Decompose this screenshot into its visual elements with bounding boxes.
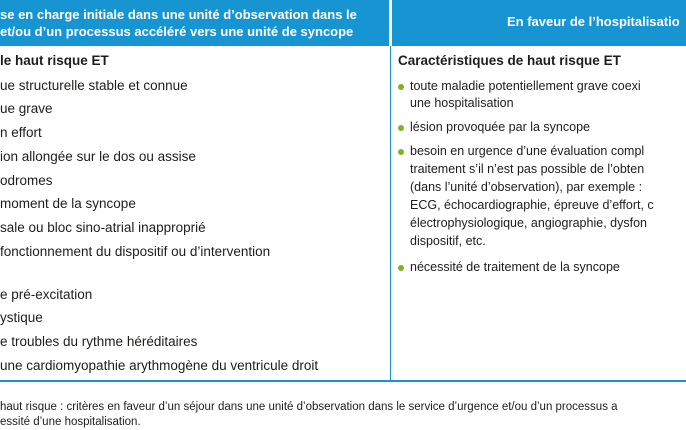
right-column-title: Caractéristiques de haut risque ET xyxy=(398,53,621,68)
footer-line: haut risque : critères en faveur d’un séjour dans une unité d’observation dans le service d’urgence et/ou d’un processus a xyxy=(0,401,618,413)
left-item: ue structurelle stable et connue xyxy=(0,78,188,93)
header-right-text: En faveur de l’hospitalisatio xyxy=(507,14,680,29)
header-left-line: se en charge initiale dans une unité d’observation dans le xyxy=(0,7,357,22)
left-item: odromes xyxy=(0,173,53,188)
right-item-line: ECG, échocardiographie, épreuve d’effort, c xyxy=(410,198,654,212)
left-item: sale ou bloc sino-atrial inapproprié xyxy=(0,220,206,235)
right-item-line: traitement s’il n’est pas possible de l’obten xyxy=(410,162,645,176)
left-item: ion allongée sur le dos ou assise xyxy=(0,149,196,164)
right-item-line: lésion provoquée par la syncope xyxy=(410,120,590,134)
footer-divider xyxy=(0,380,686,382)
left-item: e pré-excitation xyxy=(0,287,93,302)
right-item-line: (dans l’unité d’observation), par exemple : xyxy=(410,180,643,194)
left-item: n effort xyxy=(0,125,42,140)
right-item-line: nécessité de traitement de la syncope xyxy=(410,260,620,274)
right-item-line: besoin en urgence d’une évaluation compl xyxy=(410,144,645,158)
footer-line: essité d’une hospitalisation. xyxy=(0,416,141,428)
right-item-line: dispositif, etc. xyxy=(410,234,486,248)
header-left-cell xyxy=(0,0,389,46)
header-right-cell xyxy=(392,0,686,46)
bullet-dot xyxy=(398,84,404,90)
left-item: ue grave xyxy=(0,101,53,116)
column-divider xyxy=(390,46,391,380)
bullet-dot xyxy=(398,125,404,131)
right-item-line: toute maladie potentiellement grave coexi xyxy=(410,79,641,93)
bullet-dot xyxy=(398,149,404,155)
left-item: fonctionnement du dispositif ou d’intervention xyxy=(0,244,271,259)
left-item: moment de la syncope xyxy=(0,196,136,211)
right-item-line: une hospitalisation xyxy=(410,96,514,110)
left-item: une cardiomyopathie arythmogène du ventricule droit xyxy=(0,358,319,373)
right-item-line: électrophysiologique, angiographie, dysfon xyxy=(410,216,647,230)
left-item: e troubles du rythme héréditaires xyxy=(0,334,198,349)
left-item: ystique xyxy=(0,310,43,325)
left-column-title: le haut risque ET xyxy=(0,53,109,68)
bullet-dot xyxy=(398,265,404,271)
header-left-line: et/ou d’un processus accéléré vers une unité de syncope xyxy=(0,24,354,39)
